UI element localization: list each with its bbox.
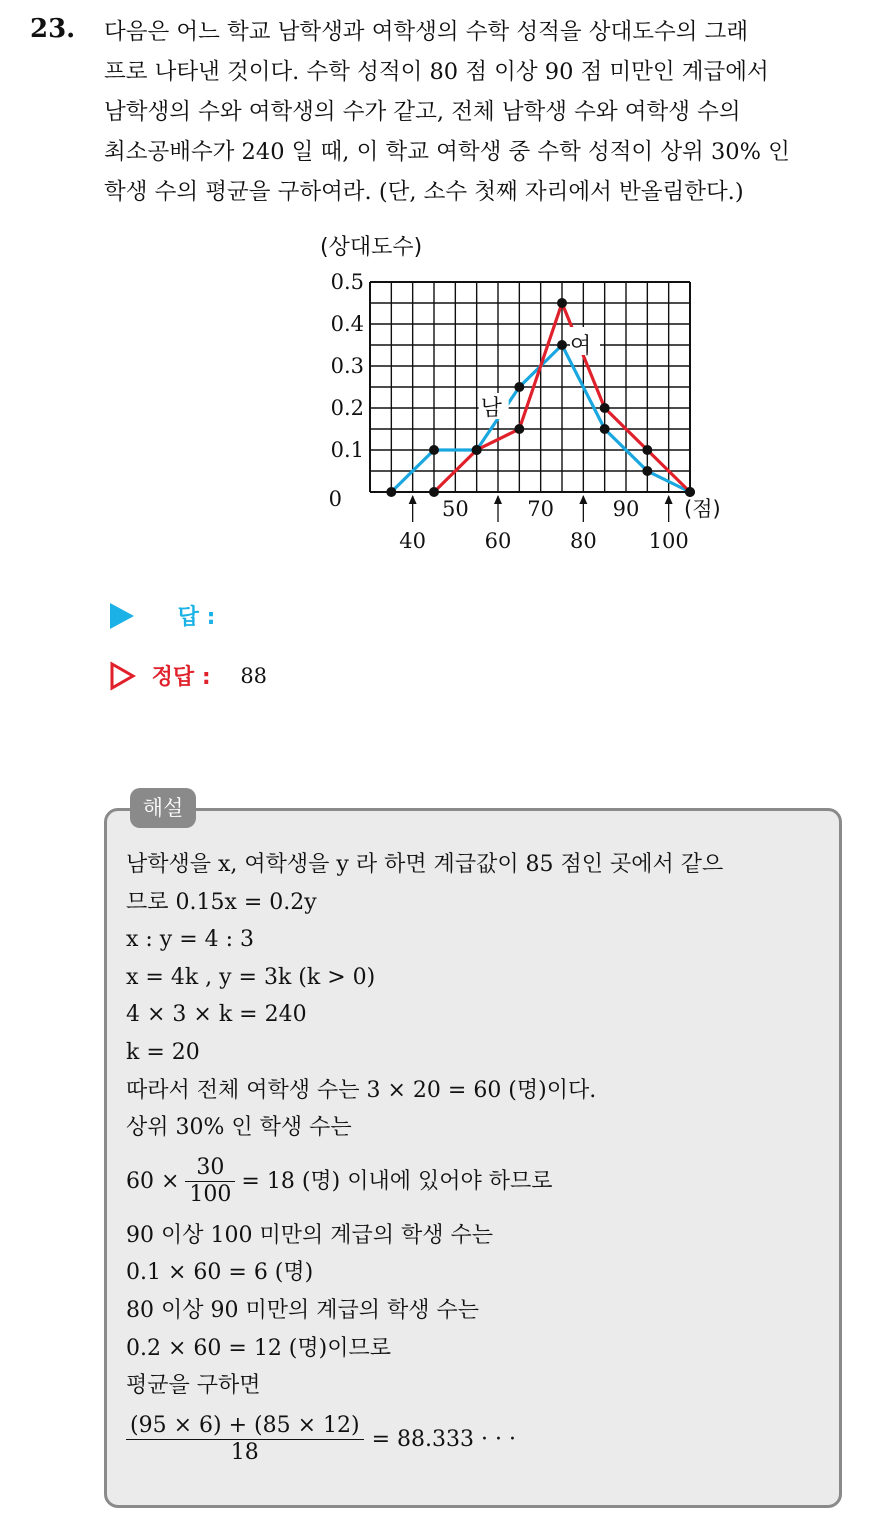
x-tick-label: 60 <box>484 529 512 553</box>
solution-line: 상위 30% 인 학생 수는 <box>126 1115 352 1141</box>
y-axis-label: (상대도수) <box>320 235 423 260</box>
x-tick-label: 100 <box>648 529 689 553</box>
data-point <box>429 445 439 455</box>
correct-answer-row <box>110 660 267 691</box>
solution-text: = 88.333 · · · <box>371 1426 516 1452</box>
solution-text: = 18 (명) 이내에 있어야 하므로 <box>241 1168 553 1194</box>
answer-row <box>110 600 215 631</box>
data-point <box>514 382 524 392</box>
question-line: 최소공배수가 240 일 때, 이 학교 여학생 중 수학 성적이 상위 30% 인 <box>104 139 790 165</box>
y-tick-label: 0.3 <box>330 354 364 378</box>
solution-line: 0.2 × 60 = 12 (명)이므로 <box>126 1335 391 1361</box>
data-point <box>642 445 652 455</box>
fraction-denominator: 100 <box>189 1182 232 1208</box>
y-tick-label: 0.2 <box>330 396 364 420</box>
data-point <box>557 298 567 308</box>
x-tick-label: 90 <box>612 497 640 521</box>
fraction-denominator: 18 <box>230 1440 259 1466</box>
x-tick-label: 50 <box>441 497 469 521</box>
x-tick-label: 70 <box>527 497 555 521</box>
question-line: 남학생의 수와 여학생의 수가 같고, 전체 남학생 수와 여학생 수의 <box>104 99 741 125</box>
y-tick-label: 0.5 <box>330 270 364 294</box>
x-unit-label: (점) <box>684 497 721 521</box>
solution-line: 평균을 구하면 <box>126 1373 261 1399</box>
question-text <box>104 12 874 212</box>
solution-line: 0.1 × 60 = 6 (명) <box>126 1260 314 1286</box>
solution-line: 90 이상 100 미만의 계급의 학생 수는 <box>126 1222 493 1248</box>
data-point <box>600 403 610 413</box>
data-point <box>429 487 439 497</box>
question-line: 프로 나타낸 것이다. 수학 성적이 80 점 이상 90 점 미만인 계급에서 <box>104 59 769 85</box>
x-tick-label: 80 <box>569 529 597 553</box>
y-tick-label: 0 <box>328 487 342 511</box>
solution-line: k = 20 <box>126 1039 200 1065</box>
fraction-numerator: 30 <box>185 1155 235 1182</box>
tick-arrowhead <box>665 495 673 504</box>
data-point <box>600 424 610 434</box>
answer-arrow-icon <box>110 603 134 629</box>
question-line: 학생 수의 평균을 구하여라. (단, 소수 첫째 자리에서 반올림한다.) <box>104 179 744 205</box>
question-number: 23. <box>30 14 76 44</box>
solution-line: 남학생을 x, 여학생을 y 라 하면 계급값이 85 점인 곳에서 같으 <box>126 852 724 877</box>
correct-arrow-icon <box>110 662 136 690</box>
solution-line: 4 × 3 × k = 240 <box>126 1002 307 1028</box>
data-point <box>514 424 524 434</box>
solution-line: 므로 0.15x = 0.2y <box>126 889 317 915</box>
tick-arrowhead <box>579 495 587 504</box>
relative-frequency-graph <box>300 228 721 558</box>
solution-line: 따라서 전체 여학생 수는 3 × 20 = 60 (명)이다. <box>126 1077 597 1103</box>
data-point <box>386 487 396 497</box>
fraction <box>185 1155 235 1208</box>
y-tick-label: 0.4 <box>330 312 364 336</box>
x-tick-label: 40 <box>399 529 427 553</box>
solution-tag: 해설 <box>130 788 196 828</box>
solution-line: 80 이상 90 미만의 계급의 학생 수는 <box>126 1297 479 1323</box>
series-label-male: 남 <box>480 396 502 421</box>
data-point <box>557 340 567 350</box>
solution-fraction-line <box>126 1147 723 1217</box>
solution-fraction-line <box>126 1405 723 1475</box>
solution-line: x = 4k , y = 3k (k > 0) <box>126 964 376 990</box>
data-point <box>685 487 695 497</box>
question-line: 다음은 어느 학교 남학생과 여학생의 수학 성적을 상대도수의 그래 <box>104 19 749 45</box>
data-point <box>642 466 652 476</box>
correct-answer-label: 정답 : <box>151 665 211 690</box>
tick-arrowhead <box>494 495 502 504</box>
solution-text: 60 × <box>126 1168 180 1194</box>
y-tick-label: 0.1 <box>330 438 364 462</box>
series-label-female: 여 <box>570 334 592 359</box>
answer-label: 답 : <box>177 605 216 630</box>
fraction <box>126 1413 364 1466</box>
fraction-numerator: (95 × 6) + (85 × 12) <box>126 1413 364 1440</box>
solution-line: x : y = 4 : 3 <box>126 927 255 953</box>
correct-answer-value: 88 <box>240 663 268 688</box>
solution-body <box>126 846 723 1475</box>
tick-arrowhead <box>409 495 417 504</box>
data-point <box>472 445 482 455</box>
